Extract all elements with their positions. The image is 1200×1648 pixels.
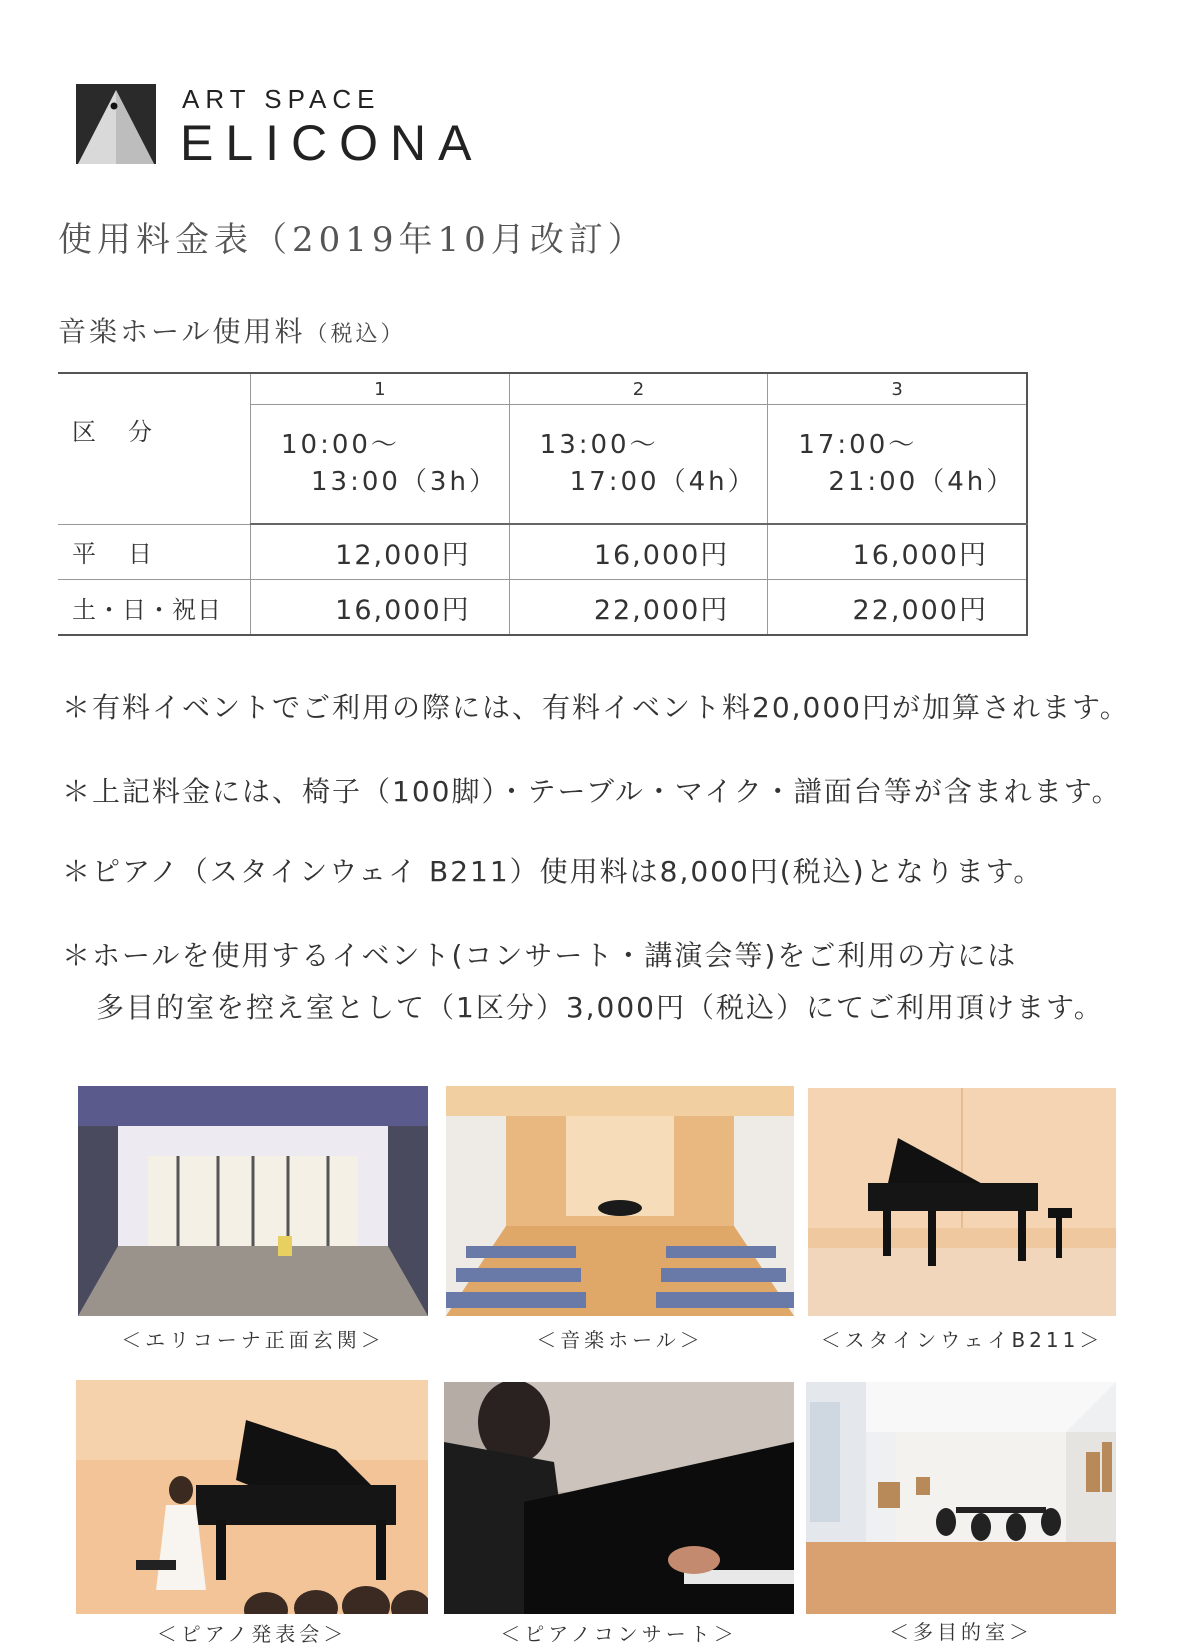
photo-caption: ＜多目的室＞ [889, 1620, 1033, 1644]
section-title-note: （税込） [305, 322, 406, 347]
time-start: 10:00～ [281, 430, 400, 460]
logo-mark-icon [76, 84, 156, 164]
price-cell: 12,000円 [251, 524, 510, 580]
note-included-items: ＊上記料金には、椅子（100脚）・テーブル・マイク・譜面台等が含まれます。 [62, 775, 1122, 808]
row-label: 土・日・祝日 [58, 580, 251, 636]
fee-table [58, 372, 1028, 636]
time-start: 13:00～ [539, 430, 659, 460]
time-end: 21:00（4h） [828, 467, 1016, 497]
section-title [58, 310, 405, 350]
photo-piano-concert [444, 1382, 794, 1614]
note-paid-event: ＊有料イベントでご利用の際には、有料イベント料20,000円が加算されます。 [62, 691, 1130, 724]
slot-number: 2 [509, 373, 768, 405]
photo-caption: ＜音楽ホール＞ [536, 1328, 704, 1352]
price-cell: 22,000円 [768, 580, 1027, 636]
photo-piano-recital [76, 1380, 428, 1614]
price-cell: 22,000円 [509, 580, 768, 636]
table-row [58, 524, 1027, 580]
price-cell: 16,000円 [251, 580, 510, 636]
time-end: 17:00（4h） [569, 467, 757, 497]
price-cell: 16,000円 [768, 524, 1027, 580]
photo-caption: ＜ピアノコンサート＞ [500, 1622, 738, 1646]
category-label: 区 分 [58, 373, 251, 524]
photo-entrance [78, 1086, 428, 1316]
note-waiting-room [62, 934, 1104, 1026]
time-slot [509, 405, 768, 525]
slot-number: 1 [251, 373, 510, 405]
page-title: 使用料金表（2019年10月改訂） [58, 220, 647, 260]
photo-steinway [808, 1088, 1116, 1316]
logo-subtitle: ART SPACE [182, 84, 381, 114]
logo [76, 84, 496, 171]
note-piano-fee: ＊ピアノ（スタインウェイ B211）使用料は8,000円(税込)となります。 [62, 855, 1044, 888]
note-waiting-room-line1: ＊ホールを使用するイベント(コンサート・講演会等)をご利用の方には [62, 939, 1018, 972]
time-slot [251, 405, 510, 525]
time-start: 17:00～ [798, 430, 918, 460]
table-row [58, 373, 1027, 405]
photo-caption: ＜ピアノ発表会＞ [156, 1622, 348, 1646]
price-cell: 16,000円 [509, 524, 768, 580]
slot-number: 3 [768, 373, 1027, 405]
photo-multipurpose-room [806, 1382, 1116, 1614]
note-waiting-room-line2: 多目的室を控え室として（1区分）3,000円（税込）にてご利用頂けます。 [96, 991, 1104, 1024]
row-label: 平 日 [58, 524, 251, 580]
photo-music-hall [446, 1086, 794, 1316]
table-row [58, 580, 1027, 636]
logo-title: ELICONA [180, 115, 484, 171]
photo-caption: ＜スタインウェイB211＞ [820, 1328, 1104, 1352]
section-title-main: 音楽ホール使用料 [58, 315, 306, 348]
time-end: 13:00（3h） [311, 467, 498, 497]
time-slot [768, 405, 1027, 525]
photo-caption: ＜エリコーナ正面玄関＞ [121, 1328, 385, 1352]
